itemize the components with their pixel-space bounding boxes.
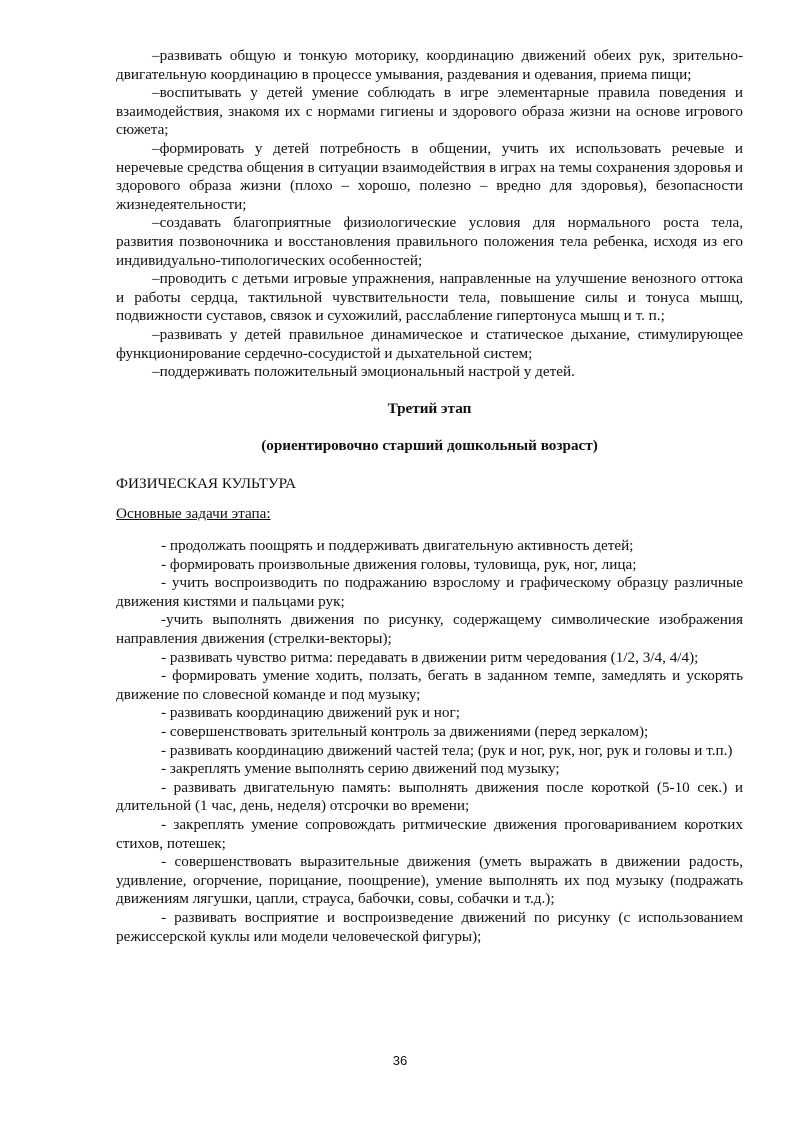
list-item: - формировать произвольные движения головы, туловища, рук, ног, лица; <box>161 555 637 573</box>
section-title: ФИЗИЧЕСКАЯ КУЛЬТУРА <box>116 474 297 492</box>
upper-task-list <box>116 47 743 382</box>
list-item: - совершенствовать зрительный контроль за движениями (перед зеркалом); <box>161 723 649 740</box>
list-item: - развивать чувство ритма: передавать в движении ритм чередования (1/2, 3/4, 4/4); <box>161 648 699 666</box>
list-item: - закреплять умение сопровождать ритмические движения проговариванием коротких стихов, потешек; <box>116 815 743 852</box>
list-item: –развивать у детей правильное динамическое и статическое дыхание, стимулирующее функционирование сердечно-сосудистой и дыхательной систем; <box>116 325 743 362</box>
list-item: –формировать у детей потребность в общении, учить их использовать речевые и неречевые средства общения в ситуации взаимодействия в играх на темы сохранения здоровья и здорового образа жизни (плохо – хорошо, полезно – вредно для здоровья), безопасности жизнедеятельности; <box>116 139 743 213</box>
list-item: - учить воспроизводить по подражанию взрослому и графическому образцу различные движения кистями и пальцами рук; <box>116 574 743 610</box>
stage-task-list <box>116 537 743 946</box>
list-item: - развивать координацию движений частей тела; (рук и ног, рук, ног, рук и головы и т.п.) <box>161 741 733 759</box>
list-item: –поддерживать положительный эмоциональный настрой у детей. <box>152 363 575 381</box>
age-heading: (ориентировочно старший дошкольный возраст) <box>261 437 598 455</box>
list-item: - развивать двигательную память: выполнять движения после короткой (5-10 сек.) и длительной (1 час, день, неделя) отсрочки во времени; <box>116 778 743 815</box>
list-item: -учить выполнять движения по рисунку, содержащему символические изображения направления движения (стрелки-векторы); <box>116 611 743 648</box>
list-item: –создавать благоприятные физиологические условия для нормального роста тела, развития позвоночника и восстановления правильного положения тела ребенка, исходя из его индивидуально-типологических особенностей; <box>116 214 743 269</box>
list-item: - развивать восприятие и воспроизведение движений по рисунку (с использованием режиссерской куклы или модели человеческой фигуры); <box>116 908 743 945</box>
list-item: - совершенствовать выразительные движения (уметь выражать в движении радость, удивление, огорчение, порицание, поощрение), умение выполнять их под музыку (подражать движениям лягушки, цапли, страуса, бабочки, совы, собачки и т.д.); <box>116 853 743 908</box>
list-item: - закреплять умение выполнять серию движений под музыку; <box>161 760 560 778</box>
list-item: –развивать общую и тонкую моторику, координацию движений обеих рук, зрительно-двигательную координацию в процессе умывания, раздевания и одевания, приема пищи; <box>116 47 743 83</box>
list-item: - формировать умение ходить, ползать, бегать в заданном темпе, замедлять и ускорять движение по словесной команде и под музыку; <box>116 667 743 703</box>
list-item: - развивать координацию движений рук и ног; <box>161 704 460 722</box>
tasks-label: Основные задачи этапа: <box>116 505 271 523</box>
list-item: –воспитывать у детей умение соблюдать в игре элементарные правила поведения и взаимодействия, знакомя их с нормами гигиены и здорового образа жизни на основе игрового сюжета; <box>116 84 743 139</box>
list-item: –проводить с детьми игровые упражнения, направленные на улучшение венозного оттока и работы сердца, тактильной чувствительности тела, повышение силы и тонуса мышц, подвижности суставов, связок и сухожилий, расслабление гипертонуса мышц и т. п.; <box>116 270 743 325</box>
list-item: - продолжать поощрять и поддерживать двигательную активность детей; <box>161 537 634 555</box>
page-number: 36 <box>392 1053 408 1068</box>
stage-heading: Третий этап <box>387 399 472 417</box>
